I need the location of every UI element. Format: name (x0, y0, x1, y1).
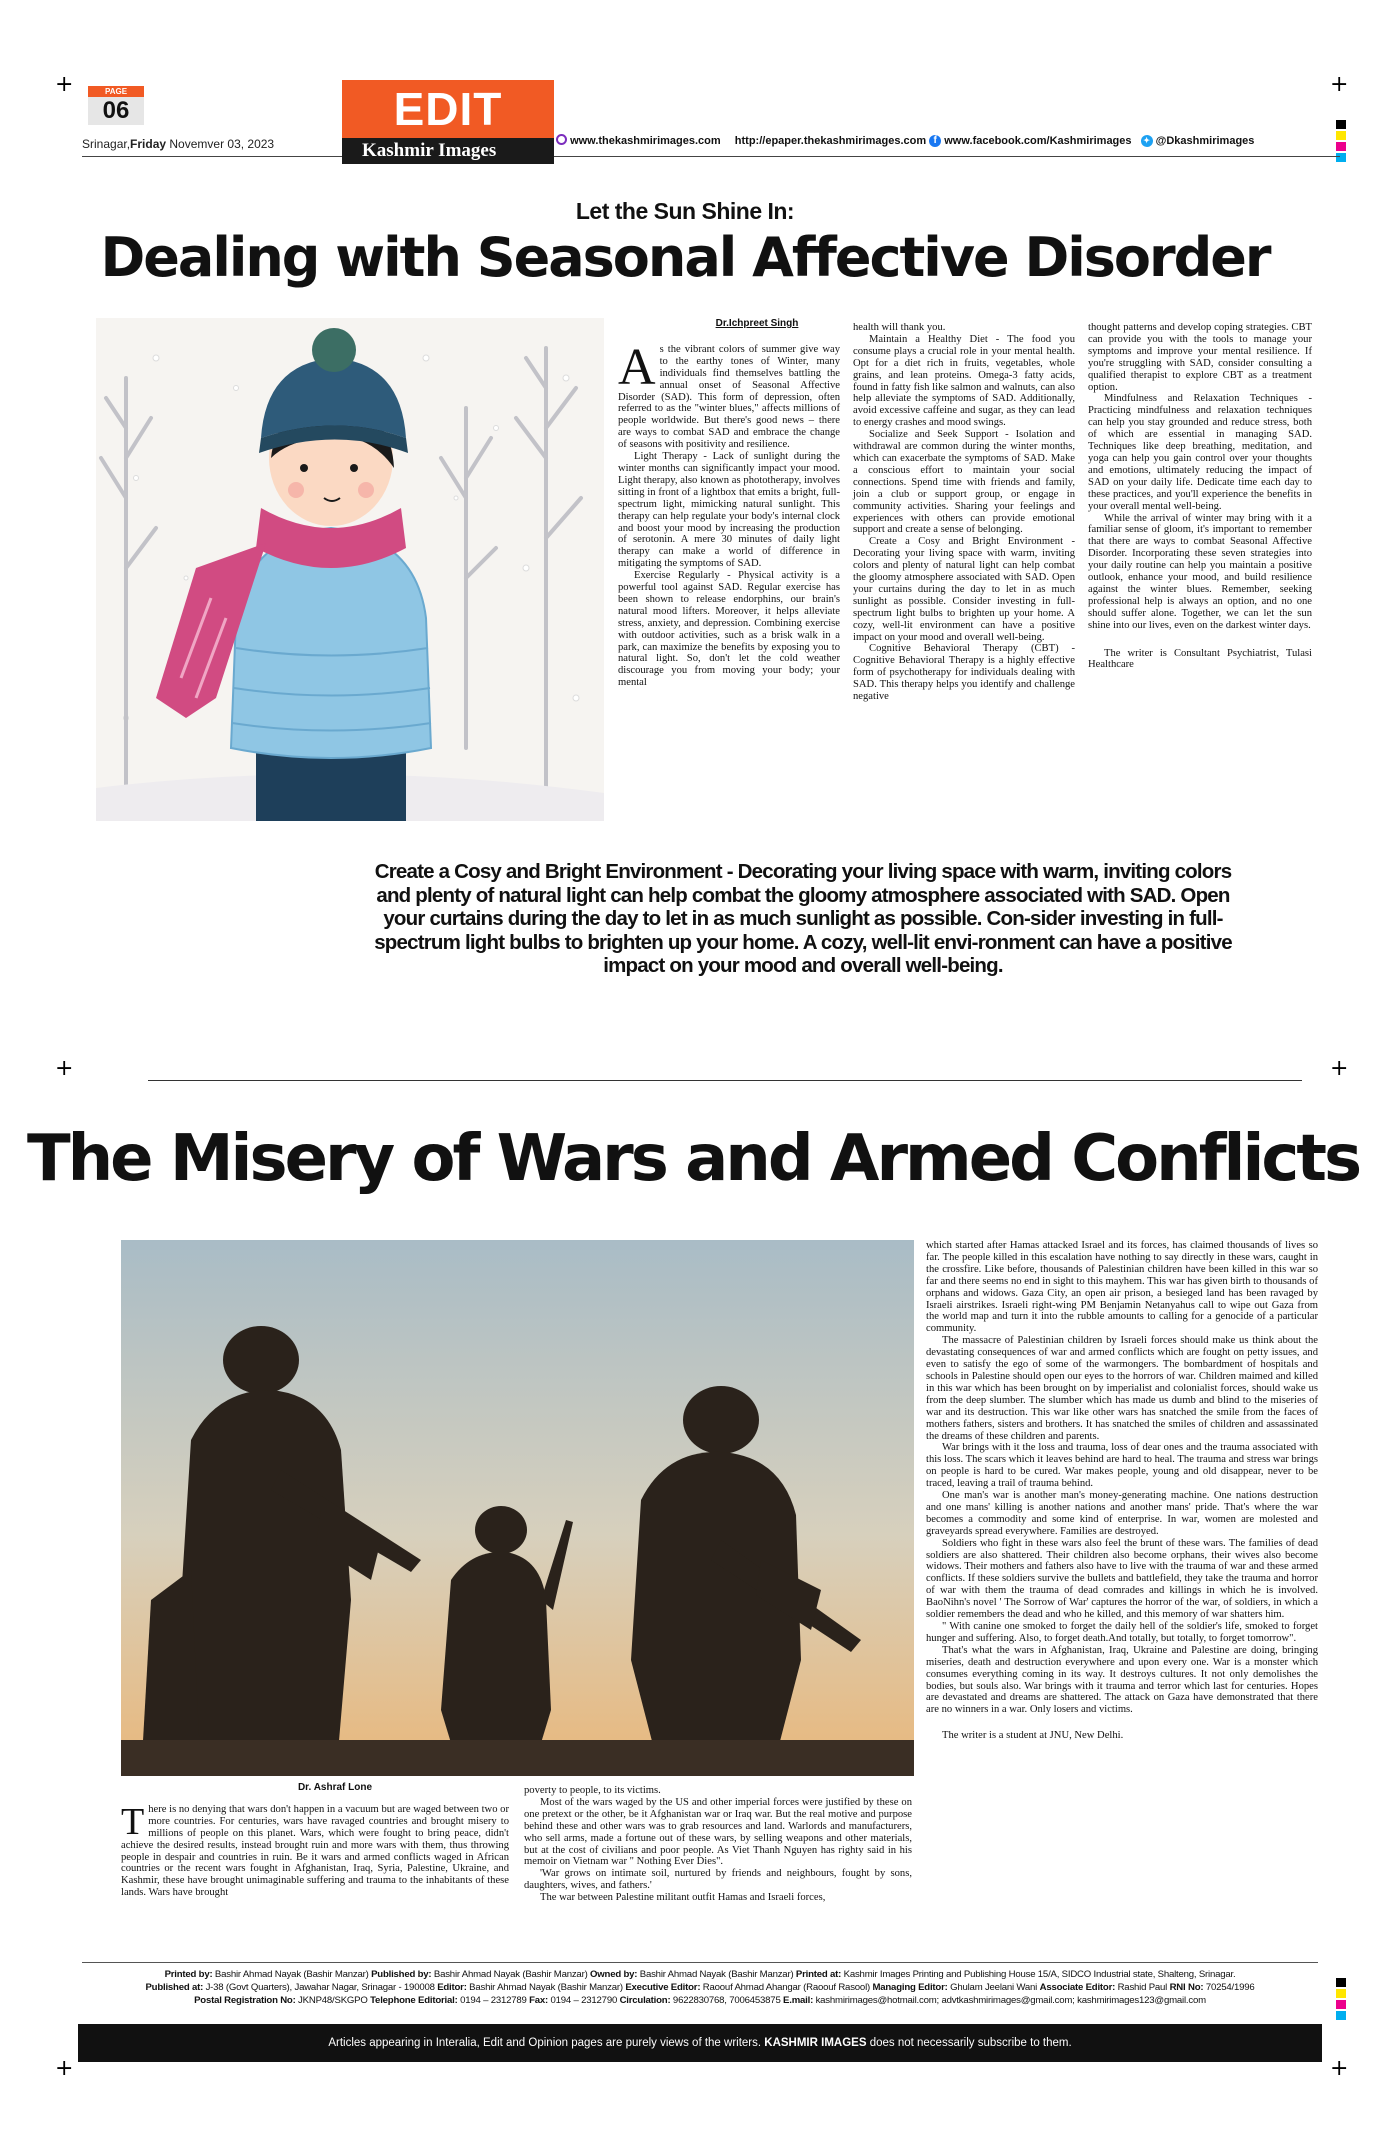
article2-column-2: poverty to people, to its victims. Most of the wars waged by the US and other imperial forces were justified by these on one pretext or the other, be it Afghanistan war or Iraq war. But the real motive and purpose behind these and other wars was to grab resources and land. Warlords and manufacturers, who sell arms, made a fortune out of these wars, by selling weapons and other materials, but at the cost of civilians and poor people. As Viet Thanh Nguyen has righty said in his memoir on Vietnam war " Nothing Ever Dies". 'War grows on intimate soil, nurtured by friends and neighbours, fought by sons, daughters, wives, and fathers.' The war between Palestine militant outfit Hamas and Israeli forces, (524, 1785, 912, 1904)
article1-title: Dealing with Seasonal Affective Disorder (100, 226, 1270, 289)
header-rule (82, 156, 342, 157)
crop-mark: + (55, 72, 74, 97)
article2-column-1: Dr. Ashraf Lone T here is no denying that wars don't happen in a vacuum but are waged between two or more countries. For centuries, wars have ravaged countries and brought misery to millions of people on this planet. Wars, which were fought to bring peace, didn't achieve the desired results, instead brought ruin and more wars with them, thus throwing people in despair and countries in ruin. Be it wars and armed conflicts waged in African countries or the recent wars fought in Afghanistan, Iraq, Syria, Palestine, Ukraine, and Kashmir, these have brought unimaginable suffering and trauma to the inhabitants of these lands. Wars have brought (121, 1782, 509, 1899)
crop-mark: + (55, 2056, 74, 2081)
header-rule-right (554, 156, 1340, 157)
twitter-link[interactable]: @Dkashmirimages (1155, 135, 1255, 147)
disclaimer-bar: Articles appearing in Interalia, Edit and Opinion pages are purely views of the writers. KASHMIR IMAGES does not necessarily subscribe to them. (78, 2024, 1322, 2062)
crop-mark: + (1330, 72, 1349, 97)
page-label: PAGE (88, 86, 144, 97)
web-icon (556, 134, 567, 145)
page-number: 06 (88, 97, 144, 125)
issue-date: Srinagar,Friday Novemver 03, 2023 (82, 137, 275, 151)
imprint-line-1: Printed by: Bashir Ahmad Nayak (Bashir Manzar) Published by: Bashir Ahmad Nayak (Bashir Manzar) Owned by: Bashir Ahmad Nayak (Bashir Manzar) Printed at: Kashmir Images Printing and Publishing House 15/A, SIDCO Industrial state, Shalteng, Srinagar. (164, 1969, 1236, 1980)
twitter-icon: ✦ (1141, 135, 1153, 147)
section-divider (148, 1080, 1302, 1081)
cmyk-swatch (1336, 120, 1346, 164)
imprint-line-2: Published at: J-38 (Govt Quarters), Jawahar Nagar, Srinagar - 190008 Editor: Bashir Ahmad Nayak (Bashir Manzar) Executive Editor: Raoouf Ahmad Ahangar (Raoouf Rasool) Managing Editor: Ghulam Jeelani Wani Associate Editor: Rashid Paul RNI No: 70254/1996 (145, 1982, 1255, 1993)
article1-dropcap: A (618, 338, 656, 396)
masthead-title: Kashmir Images (342, 138, 554, 164)
imprint-line-3: Postal Registration No: JKNP48/SKGPO Telephone Editorial: 0194 – 2312789 Fax: 0194 – 2312790 Circulation: 9622830768, 7006453875 E.mail: kashmirimages@hotmail.com; advtkashmirimages@gmail.com; kashmirimages123@gmail.com (194, 1995, 1206, 2006)
epaper-link[interactable]: http://epaper.thekashmirimages.com (734, 135, 927, 147)
article2-byline: Dr. Ashraf Lone (297, 1782, 373, 1793)
article1-column-2: health will thank you. Maintain a Healthy Diet - The food you consume plays a crucial role in your mental health. Opt for a diet rich in fruits, vegetables, whole grains, and lean proteins. Omega-3 fatty acids, found in fatty fish like salmon and walnuts, can also help alleviate the symptoms of SAD. Additionally, avoid excessive caffeine and sugar, as they can lead to energy crashes and mood swings. Socialize and Seek Support - Isolation and withdrawal are common during the winter months, which can exacerbate the symptoms of SAD. Make a conscious effort to maintain your social connections. Spend time with friends and family, join a club or support group, or engage in community activities. Sharing your feelings and experiences with others can provide emotional support and create a sense of belonging. Create a Cosy and Bright Environment - Decorating your living space with warm, inviting colors and plenty of natural light can help combat the gloomy atmosphere associated with SAD. Open your curtains during the day to let in as much sunlight as possible. Consider investing in full-spectrum light bulbs to brighten up your home. A cozy, well-lit environment can have a positive impact on your mood and overall well-being. Cognitive Behavioral Therapy (CBT) - Cognitive Behavioral Therapy is a highly effective form of psychotherapy for individuals dealing with SAD. This therapy helps you identify and challenge negative (853, 322, 1075, 703)
crop-mark: + (1330, 2056, 1349, 2081)
winter-girl-illustration (96, 318, 604, 821)
article2-title: The Misery of Wars and Armed Conflicts (26, 1122, 1360, 1196)
article1-byline: Dr.Ichpreet Singh (715, 318, 799, 329)
header-links (556, 134, 1254, 147)
crop-mark: + (55, 1056, 74, 1081)
article2-dropcap: T (121, 1800, 145, 1843)
soldiers-photo (121, 1240, 914, 1776)
facebook-link[interactable]: www.facebook.com/Kashmirimages (944, 135, 1132, 147)
article1-writer-note: The writer is Consultant Psychiatrist, Tulasi Healthcare (1088, 647, 1312, 671)
article2-writer-note: The writer is a student at JNU, New Delhi. (942, 1730, 1124, 1742)
article1-pullquote: Create a Cosy and Bright Environment - Decorating your living space with warm, inviting colors and plenty of natural light can help combat the gloomy atmosphere associated with SAD. Open your curtains during the day to let in as much sunlight as possible. Con-sider investing in full-spectrum light bulbs to brighten up your home. A cozy, well-lit envi-ronment can have a positive impact on your mood and overall well-being. (374, 860, 1232, 978)
article1-column-1: Dr.Ichpreet Singh A s the vibrant colors of summer give way to the earthy tones of Winter, many individuals find themselves battling the annual onset of Seasonal Affective Disorder (SAD). This form of depression, often referred to as the "winter blues," affects millions of people worldwide. But there's good news – there are ways to combat SAD and embrace the change of seasons with positivity and resilience. Light Therapy - Lack of sunlight during the winter months can significantly impact your mood. Light therapy, also known as phototherapy, involves sitting in front of a lightbox that emits a bright, full-spectrum light, mimicking natural sunlight. This therapy can help regulate your body's internal clock and boost your mood by increasing the production of serotonin. A mere 30 minutes of daily light therapy can make a world of difference in mitigating the symptoms of SAD. Exercise Regularly - Physical activity is a powerful tool against SAD. Regular exercise has been shown to release endorphins, our brain's natural mood lifters. Moreover, it helps alleviate stress, anxiety, and depression. Combining exercise with outdoor activities, such as a brisk walk in a park, can maximize the benefits by exposing you to natural light. So, don't let the cold weather discourage you from moving your body; your mental (618, 318, 840, 689)
crop-mark: + (1330, 1056, 1349, 1081)
facebook-icon: f (929, 135, 941, 147)
article1-column-3: thought patterns and develop coping strategies. CBT can provide you with the tools to manage your symptoms and improve your mental resilience. If you're struggling with SAD, consider consulting a qualified therapist to explore CBT as a treatment option. Mindfulness and Relaxation Techniques - Practicing mindfulness and relaxation techniques can help you stay grounded and reduce stress, both of which are essential in managing SAD. Techniques like deep breathing, meditation, and yoga can help you gain control over your thoughts and emotions, ultimately reducing the impact of SAD on your daily life. Dedicate time each day to these practices, and you'll experience the benefits in your overall mental well-being. While the arrival of winter may bring with it a familiar sense of gloom, it's important to remember that there are ways to combat Seasonal Affective Disorder. Incorporating these seven strategies into your daily routine can help you maintain a positive outlook, enhance your mood, and build resilience against the winter blues. Remember, seeking professional help is always an option, and no one should suffer alone. Together, we can let the sun shine into our lives, even on the darkest winter days. The writer is Consultant Psychiatrist, Tulasi Healthcare (1088, 322, 1312, 671)
article1-kicker: Let the Sun Shine In: (575, 198, 795, 224)
section-edit-label: EDIT (342, 80, 554, 138)
imprint (82, 1968, 1318, 2007)
website-link[interactable]: www.thekashmirimages.com (570, 135, 721, 147)
footer-rule (82, 1962, 1318, 1963)
article2-column-3: which started after Hamas attacked Israel and its forces, has claimed thousands of lives so far. The people killed in this escalation have nothing to say directly in these wars, caught in the crossfire. Like before, thousands of Palestinian children have been killed in this war so far and there seems no end in sight to this mayhem. This war has given birth to thousands of orphans and widows. Gaza City, an open air prison, a besieged land has been ravaged by Israeli airstrikes. Israeli right-wing PM Benjamin Netanyahus call to wipe out Gaza from the world map and turn it into the rubble amounts to calling for a genocide of a particular community. The massacre of Palestinian children by Israeli forces should make us think about the devastating consequences of war and armed conflicts which are fought on petty issues, and even to satisfy the ego of some of the warmongers. The bombardment of hospitals and schools in Palestine should open our eyes to the horrors of war. Children maimed and killed in this war which has been brought on by imperialist and colonialist forces, should wake us from the deep slumber. The slumber which has made us dumb and blind to the miseries of war and its destruction. This war like other wars has snatched the smile from the faces of mothers fathers, sisters and brothers. It has snatched the smiles of children and assassinated the dreams of these children and parents. War brings with it the loss and trauma, loss of dear ones and the trauma associated with this loss. The scars which it leaves behind are hard to heal. The trauma and stress war brings on people is hard to be cured. War makes people, young and old disappear, never to be traced, leaving a trail of trauma behind. One man's war is another man's money-generating machine. One nations destruction and one mans' killing is another nations and another mans' pride. That's where the war becomes a commodity and some kind of enterprise. In war, women are molested and graveyards spread everywhere. Families are destroyed. Soldiers who fight in these wars also feel the brunt of these wars. The families of dead soldiers are also shattered. Their children also become orphans, their wives also become widows. Their mothers and fathers also have to live with the trauma of war and these armed conflicts. If these soldiers survive the bullets and battlefield, they take the trauma and horror of war with them the trauma of dead comrades and killings in which he is involved. BaoNihn's novel ' The Sorrow of War' captures the horror of the war, of soldiers, in which a soldier remembers the dead and who he killed, and this memory of war shatters him. " With canine one smoked to forget the daily hell of the soldier's life, smoked to forget hunger and suffering. Also, to forget death.And totally, but totally, to forget tomorrow". That's what the wars in Afghanistan, Iraq, Ukraine and Palestine are doing, bringing miseries, death and destruction everywhere and upon every one. War is a monster which consumes everything coming in its way. It destroys cultures. It not only demolishes the bodies, but souls also. War brings with it trauma and terror which last for centuries. Hopes are devastated and dreams are shattered. The attack on Gaza have demonstrated that there are no winners in a war. Only losers and victims. The writer is a student at JNU, New Delhi. (926, 1240, 1318, 1742)
cmyk-swatch (1336, 1978, 1346, 2022)
